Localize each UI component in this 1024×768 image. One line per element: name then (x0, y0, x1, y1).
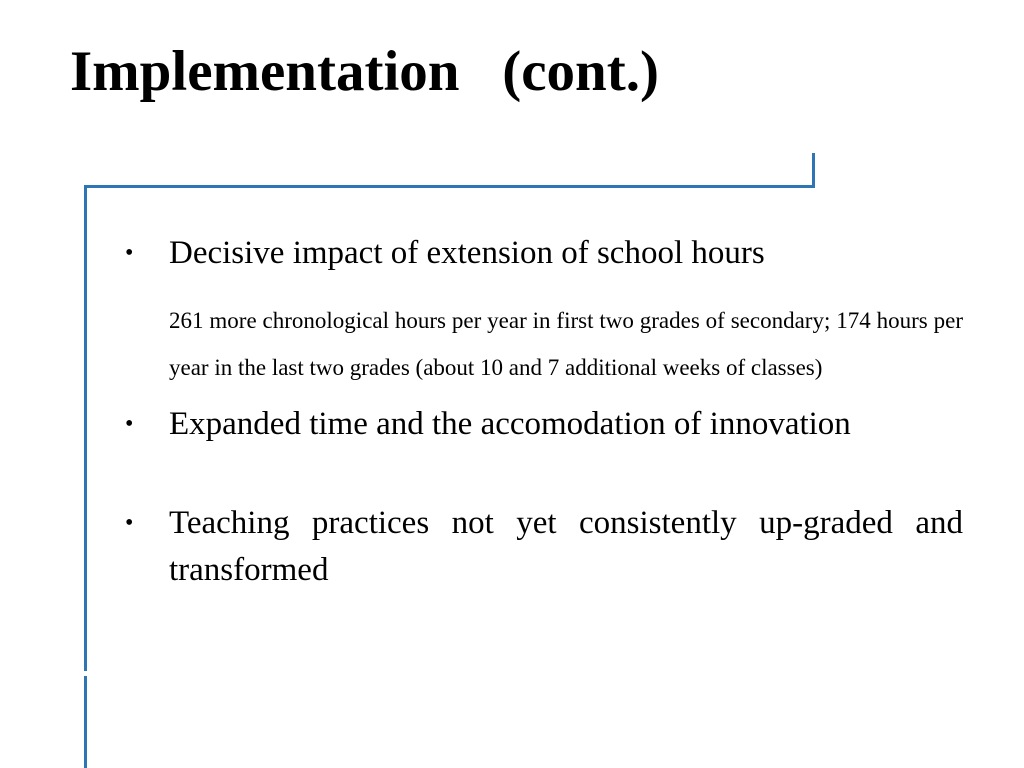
bullet-marker: • (125, 510, 134, 536)
slide-title: Implementation (cont.) (70, 40, 659, 103)
bullet-marker: • (125, 240, 134, 266)
bullet-subtext-hours-detail: 261 more chronological hours per year in first two grades of secondary; 174 hours per year in the last two grades (about 10 and 7 additional weeks of classes) (169, 308, 963, 380)
frame-left-line-upper (84, 185, 87, 671)
bullet-text: Expanded time and the accomodation of innovation (169, 406, 851, 442)
frame-top-line (84, 185, 815, 188)
bullet-marker: • (125, 411, 134, 437)
bullet-text: Decisive impact of extension of school hours (169, 235, 765, 271)
frame-right-tick (812, 153, 815, 188)
bullet-item-extension-of-hours (125, 230, 963, 277)
bullet-text: Teaching practices not yet consistently up-graded and transformed (169, 505, 963, 588)
bullet-list (125, 230, 963, 594)
bullet-item-teaching-practices (125, 500, 963, 594)
bullet-item-expanded-time (125, 401, 963, 448)
frame-left-line-lower (84, 676, 87, 768)
